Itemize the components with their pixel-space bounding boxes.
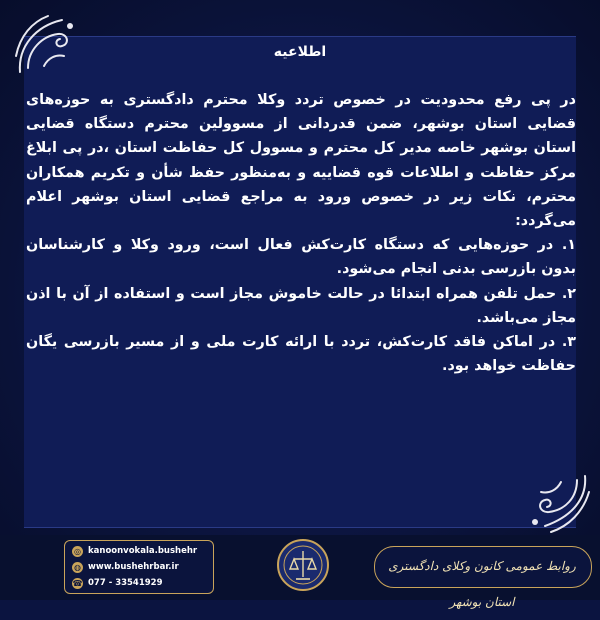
swirl-ornament-icon — [515, 470, 593, 540]
instagram-icon: ◎ — [72, 546, 83, 557]
notice-item-1: ۱. در حوزه‌هایی که دستگاه کارت‌کش فعال است، ورود وکلا و کارشناسان بدون بازرسی بدنی انجام می‌شود. — [26, 237, 576, 278]
phone-icon: ☎ — [72, 578, 83, 588]
globe-icon: ◍ — [72, 562, 83, 573]
bar-association-emblem-icon — [276, 537, 330, 593]
public-relations-label: روابط عمومی کانون وکلای دادگستری استان بوشهر — [388, 559, 576, 609]
phone-number: 077 - 33541929 — [88, 578, 163, 588]
website-link[interactable] — [72, 559, 212, 575]
phone-link[interactable] — [72, 575, 212, 591]
notice-title: اطلاعیه — [273, 44, 327, 60]
website-url: www.bushehrbar.ir — [88, 562, 179, 572]
notice-item-3: ۳. در اماکن فاقد کارت‌کش، تردد با ارائه کارت ملی و از مسیر بازرسی یگان حفاظت خواهد بود. — [26, 334, 576, 375]
instagram-handle: kanoonvokala.bushehr — [88, 546, 198, 556]
notice-body — [26, 88, 576, 378]
instagram-link[interactable] — [72, 543, 212, 559]
notice-paragraph-intro: در پی رفع محدودیت در خصوص تردد وکلا محترم دادگستری به حوزه‌های قضایی استان بوشهر، ضمن قدردانی از مسوولین محترم دستگاه قضایی استان بوشهر خاصه مدیر کل محترم و مسوول کل حفاظت استان ،در پی ابلاغ مرکز حفاظت و اطلاعات قوه قضاییه و به‌منظور حفظ شأن و تکریم همکاران محترم، نکات زیر در خصوص ورود به مراجع قضایی استان بوشهر اعلام می‌گردد: — [26, 92, 576, 230]
notice-item-2: ۲. حمل تلفن همراه ابتدائا در حالت خاموش مجاز است و استفاده از آن با اذن مجاز می‌باشد. — [26, 285, 576, 326]
